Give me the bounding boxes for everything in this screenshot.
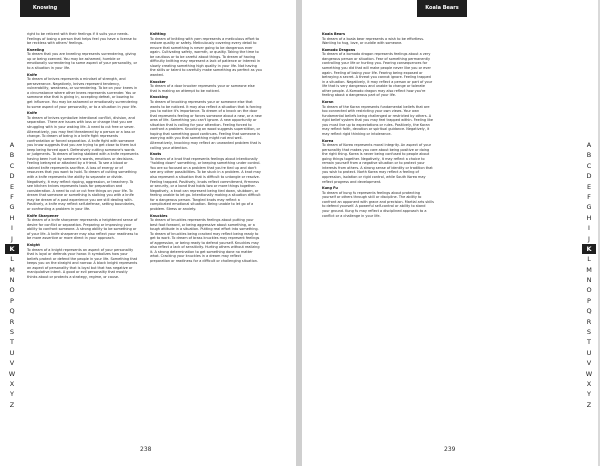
index-letter-k[interactable]: K — [582, 244, 596, 254]
alphabet-index — [5, 140, 19, 410]
index-letter-d[interactable]: D — [9, 172, 15, 181]
entry-term: Kung Fu — [322, 186, 338, 191]
dictionary-entry — [27, 32, 139, 46]
index-letter-i[interactable]: I — [11, 224, 13, 233]
index-letter-b[interactable]: B — [586, 151, 592, 160]
dictionary-entry — [150, 214, 262, 264]
index-letter-i[interactable]: I — [588, 224, 590, 233]
text-column-1 — [322, 32, 434, 437]
index-letter-p[interactable]: P — [10, 296, 14, 305]
text-column-2 — [150, 32, 262, 437]
running-header: Knowing — [20, 0, 70, 17]
entry-term: Komodo Dragons — [322, 47, 356, 52]
dictionary-entry — [27, 73, 139, 109]
index-letter-y[interactable]: Y — [587, 390, 591, 399]
index-letter-k[interactable]: K — [5, 244, 19, 254]
entry-definition: To dream of a knight represents an aspect of your personality that is loyal or defends your honor. It symbolizes how your beliefs protect or defend the people in your life. Something that keeps you on the straight and narrow. A black knight represents an aspect of personality that is loyal but that has negative or manipulative intent. A good or evil personality that mostly thinks about or protects a strategy, regime, or cause. — [27, 247, 138, 279]
entry-term: Knife — [27, 111, 38, 116]
dictionary-entry — [322, 139, 434, 184]
index-letter-r[interactable]: R — [586, 317, 592, 326]
right-page — [302, 0, 598, 466]
index-letter-z[interactable]: Z — [9, 400, 15, 409]
entry-definition: right to be reticent with their feelings if it suits your needs. Feelings of losing a person that helps feel you have a license to be reckless with others' feelings. — [27, 32, 137, 46]
index-letter-a[interactable]: A — [9, 141, 15, 149]
index-letter-e[interactable]: E — [9, 182, 15, 191]
index-letter-e[interactable]: E — [586, 182, 592, 191]
index-letter-o[interactable]: O — [9, 286, 15, 295]
index-letter-p[interactable]: P — [587, 296, 591, 305]
index-letter-n[interactable]: N — [9, 276, 15, 285]
entry-definition: To dream of a koala bear represents a wish to be effortless. Wanting to hug, love, or cuddle with someone. — [322, 36, 425, 46]
index-letter-r[interactable]: R — [9, 317, 15, 326]
entry-definition: To dream of a knife sharpener represents a heightened sense of desire for conflict or separation. Preparing or improving your ability to confront someone. A strong ability to be something or of your life. A knife sharpener may also reflect your readiness to be more assertive or more direct in your approach. — [27, 218, 138, 241]
dictionary-entry — [27, 214, 139, 241]
index-letter-c[interactable]: C — [9, 161, 15, 170]
index-letter-x[interactable]: X — [9, 379, 15, 388]
index-letter-s[interactable]: S — [586, 328, 592, 337]
entry-term: Knife — [27, 72, 38, 77]
index-letter-o[interactable]: O — [586, 286, 592, 295]
dictionary-entry — [150, 80, 262, 94]
entry-definition: To dream of a komodo dragon represents feelings about a very dangerous person or situation. Fear of something permanently controlling your life or hurting you. Fearing consequences for something you did that will make people never like you or ever again. Feeling of losing your life. Fearing being exposed or betraying a secret. A threat you cannot ignore. Feeling trapped in a situation. Negatively, it may reflect a person or part of your life that is very dangerous and unable to change or tolerate other people. A Komodo dragon may also reflect how you're feeling about a dangerous part of your life. — [322, 52, 433, 98]
index-letter-h[interactable]: H — [9, 213, 15, 222]
entry-term: Knocker — [150, 79, 166, 84]
entry-definition: To dream of a knot that represents feelings about intentionally "holding down" something, or keeping something under control. You are so focused on a problem that you're tied up and don't see any other possibilities. To be stuck in a problem. A knot may also represent a situation that is difficult to untangle or resolve. Feeling trapped. Positively, knots reflect commitment, firmness or security, or a bond that holds two or more things together. Negatively, a knot can represent being tied down, stubborn, or feeling unable to let go. Intentionally making a situation difficult for a dangerous person. Tangled knots may reflect a complicated emotional situation. Being unable to let go of a problem. Stress or anxiety. — [150, 156, 261, 211]
index-letter-v[interactable]: V — [9, 359, 15, 368]
index-letter-d[interactable]: D — [586, 172, 592, 181]
index-letter-l[interactable]: L — [10, 255, 14, 264]
index-letter-a[interactable]: A — [586, 141, 592, 149]
index-letter-z[interactable]: Z — [586, 400, 592, 409]
running-header: Koala Bears — [417, 0, 467, 17]
text-column-2 — [445, 32, 557, 437]
index-letter-n[interactable]: N — [586, 276, 592, 285]
entry-definition: To dream of the Koran represents fundamental beliefs that are too connected with restricting your own views. Your own fundamental beliefs being challenged or restricted by others. A rigid belief system that you may feel trapped within. Feeling like you must live up to expectations or rules. Positively, the Koran may reflect faith, devotion or spiritual guidance. Negatively, it may reflect rigid thinking or intolerance. — [322, 104, 433, 136]
index-letter-t[interactable]: T — [587, 338, 591, 347]
dictionary-entry — [322, 48, 434, 98]
entry-term: Knife Sharpener — [27, 213, 59, 218]
entry-term: Knight — [27, 243, 40, 247]
dictionary-entry — [150, 152, 262, 211]
entry-definition: To dream of knives represents a mindset of strength, and perseverance. Negatively, knives represent tendency, vulnerability, weakness, or surrendering. To be on your knees in a circumstance where other knees represents surrender. You or someone else that is giving in, accepting defeat, or bowing to get influence. You may be ashamed or emotionally surrendering to some aspect of your personality, or to a situation in your life. — [27, 77, 138, 109]
page-number: 238 — [140, 446, 152, 453]
index-letter-l[interactable]: L — [587, 255, 591, 264]
index-letter-t[interactable]: T — [10, 338, 14, 347]
index-letter-j[interactable]: J — [588, 234, 590, 243]
index-letter-w[interactable]: W — [8, 369, 16, 378]
index-letter-c[interactable]: C — [586, 161, 592, 170]
alphabet-index — [582, 140, 596, 410]
entry-definition: To dream of knives symbolize intentional conflict, division, and separation. There are issues with loss or change that you are struggling with in your waking life. A need to cut free or sever. Alternatively, you may feel threatened by a person or a loss or change. To dream of being in a knife fight represents confrontation or forced separation. A knife fight with someone you know suggests that you are trying to get close to them but keep being forced apart. Defensively cutting someone's words or judgments. To dream of being stabbed with a knife represents having been hurt by someone's words, emotions or decisions. Feeling betrayed or attacked by a friend. To see a blood or stained knife represents sacrifice. A loss of energy or of resources that you want to hold. To dream of cutting something with a knife represents the ability to separate or divide. Negatively, it may reflect ripping, aggression, or treachery. To see kitchen knives represents tools for preparation and consideration. A need to cut or cut free things on your life. To dream that someone or something is stalking you with a knife may be dream of a past experience you are still dealing with. Positively, a knife may reflect self-defense, setting boundaries, or confronting a problem in your life. — [27, 115, 139, 211]
dictionary-entry — [150, 32, 262, 77]
index-letter-x[interactable]: X — [586, 379, 592, 388]
entry-term: Kneeling — [27, 47, 45, 52]
page-number: 239 — [444, 446, 456, 453]
index-letter-u[interactable]: U — [586, 348, 592, 357]
dictionary-entry — [322, 32, 434, 46]
entry-definition: To dream that you are kneeling represents surrendering, giving up or being coerced. You may be ashamed, humble or emotionally surrendering to some aspect of your personality, or to a situation in your life. — [27, 52, 137, 71]
index-letter-m[interactable]: M — [586, 265, 592, 274]
entry-definition: To dream of kung fu represents feelings about protecting yourself or others through skill or discipline. The ability to confront an opponent with grace and precision. Martial arts skills to defend yourself. A powerful self-control or ability to stand your ground. Kung fu may reflect a disciplined approach to a conflict or a challenge in your life. — [322, 190, 434, 218]
entry-term: Koran — [322, 100, 334, 105]
index-letter-g[interactable]: G — [586, 203, 592, 212]
entry-term: Knots — [150, 152, 162, 157]
index-letter-q[interactable]: Q — [586, 307, 592, 316]
entry-term: Korea — [322, 138, 334, 143]
entry-definition: To dream of knuckles represents feelings about putting your best foot forward, or being aggressive about something, or a tough attitude in a situation. Putting real effort into something. To dream of knuckles being cracked may reflect being ready to get to work. To dream of brass knuckles may represent feelings of aggression, or being ready to defend yourself. Knuckles may also reflect a lack of sensitivity. Hurting others without realizing it. A strong determination to get something done no matter what. Cracking your knuckles in a dream may reflect preparation or readiness for a difficult or challenging situation. — [150, 218, 260, 263]
index-letter-v[interactable]: V — [586, 359, 592, 368]
entry-term: Knocking — [150, 95, 168, 100]
index-letter-b[interactable]: B — [9, 151, 15, 160]
entry-definition: To dream of Korea represents moral integrity. An aspect of your personality that makes you care about being positive or doing the right thing. Korea is never being confused to people about going things together. Negatively, it may reflect a choice to remain yourself from a negative situation or to protect your interests from others. A strong sense of identity or tradition that you wish to protect. North Korea may reflect a feeling of oppression, isolation or rigid control, while South Korea may reflect progress and development. — [322, 143, 433, 184]
index-letter-q[interactable]: Q — [9, 307, 15, 316]
left-page — [0, 0, 296, 466]
entry-term: Koala Bears — [322, 32, 345, 36]
index-letter-g[interactable]: G — [9, 203, 15, 212]
dictionary-entry — [150, 95, 262, 150]
dictionary-entry — [322, 186, 434, 218]
index-letter-j[interactable]: J — [11, 234, 13, 243]
dictionary-entry — [322, 100, 434, 136]
entry-term: Knitting — [150, 32, 166, 36]
dictionary-entry — [27, 243, 139, 279]
index-letter-s[interactable]: S — [9, 328, 15, 337]
dictionary-entry — [27, 111, 139, 211]
text-column-1 — [27, 32, 139, 437]
index-letter-u[interactable]: U — [9, 348, 15, 357]
entry-definition: To dream of knitting with yarn represents a meticulous effort to restore quality or safety. Meticulously covering every detail to ensure that something is never going to be dangerous ever again. Cultivating safety, warmth, or quality. Taking the time to be cautious or to be careful about things. To dream of having difficulty knitting may represent a lack of patience or interest in slowly creating something high quality in your life. Not having the skills or talent to carefully make something as perfect as you wanted. — [150, 36, 262, 77]
index-letter-w[interactable]: W — [585, 369, 593, 378]
index-letter-h[interactable]: H — [586, 213, 592, 222]
index-letter-f[interactable]: F — [10, 192, 14, 201]
index-letter-f[interactable]: F — [587, 192, 591, 201]
index-letter-y[interactable]: Y — [10, 390, 14, 399]
entry-definition: To dream of a door knocker represents your or someone else that is making an attempt to be noticed. — [150, 84, 255, 93]
dictionary-entry — [27, 48, 139, 71]
index-letter-m[interactable]: M — [9, 265, 15, 274]
entry-definition: To dream of knocking represents your or someone else that wants to be noticed. It may also reflect a situation that is forcing you to notice it's importance. To dream of a knock on the door that represents feeling or forces someone about a new, or a new area of life. Something you can't ignore. A new opportunity or situation that is calling for your attention. Feeling forced to confront a problem. Knocking on wood suggests superstition, or hoping that something good continues. Feeling that someone is worrying with you that something might not end well. Alternatively, knocking may reflect an unwanted problem that is calling your attention. — [150, 100, 262, 150]
entry-term: Knuckles — [150, 213, 168, 218]
